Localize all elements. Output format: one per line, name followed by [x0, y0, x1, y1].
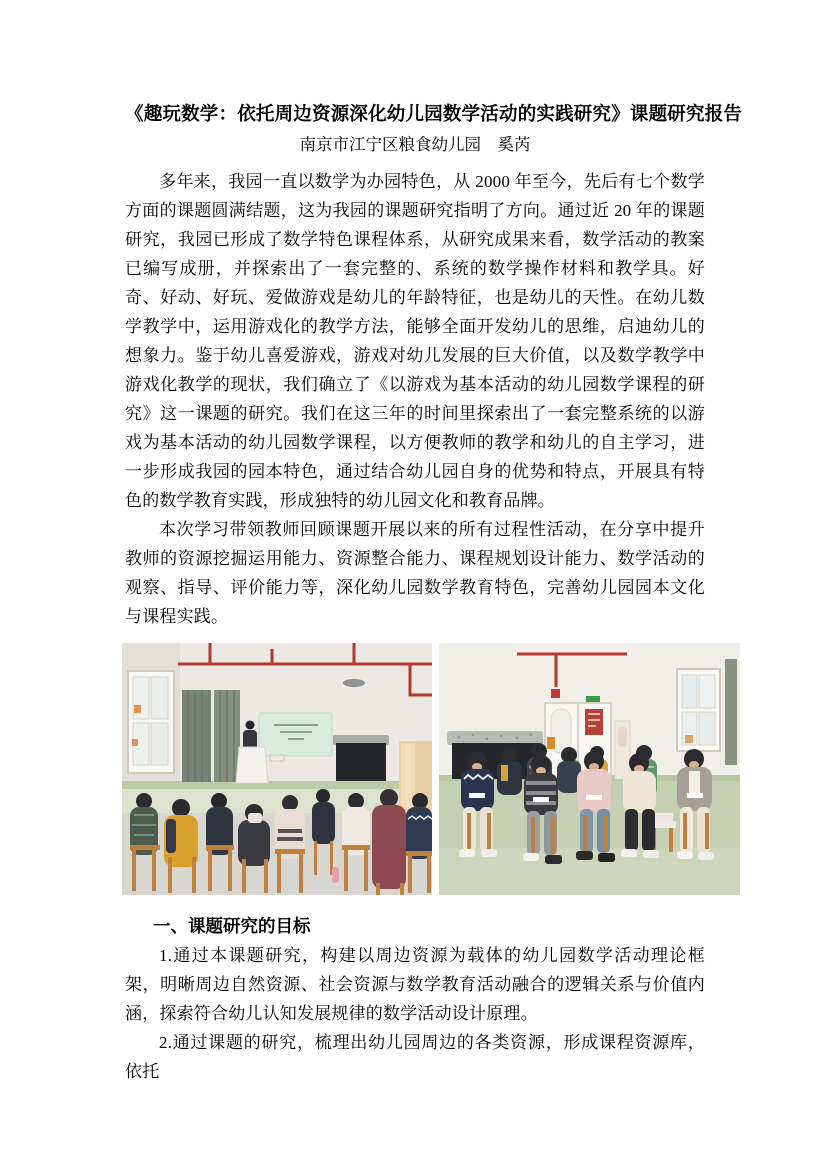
document-byline: 南京市江宁区粮食幼儿园 奚芮: [299, 135, 531, 154]
paragraph-goal-2: 2.通过课题的研究，梳理出幼儿园周边的各类资源，形成课程资源库，依托: [125, 1033, 705, 1081]
section-heading-goals: 一、课题研究的目标: [153, 916, 311, 936]
photo-left-lecture: [122, 643, 432, 895]
photo-right-illustration: [439, 643, 740, 895]
photo-right-notetaking: [439, 643, 740, 895]
document-title: 《趣玩数学：依托周边资源深化幼儿园数学活动的实践研究》课题研究报告: [125, 105, 743, 125]
document-content: [125, 100, 743, 1086]
paragraph-goal-1: 1.通过本课题研究，构建以周边资源为载体的幼儿园数学活动理论框架，明晰周边自然资源、社会资源与数学教育活动融合的逻辑关系与价值内涵，探索符合幼儿认知发展规律的数学活动设计原理。: [125, 946, 705, 1023]
photo-row: [122, 643, 740, 895]
photo-left-illustration: [122, 643, 432, 895]
paragraph-intro-2: 本次学习带领教师回顾课题开展以来的所有过程性活动，在分享中提升教师的资源挖掘运用能力、资源整合能力、课程规划设计能力、数学活动的观察、指导、评价能力等，深化幼儿园数学教育特色，完善幼儿园园本文化与课程实践。: [125, 520, 705, 626]
paragraph-intro-1: 多年来，我园一直以数学为办园特色，从 2000 年至今，先后有七个数学方面的课题圆满结题，这为我园的课题研究指明了方向。通过近 20 年的课题研究，我园已形成了数学特色课程体系，从研究成果来看，数学活动的教案已编写成册，并探索出了一套完整的、系统的数学操作材料和教学具。好奇、好动、好玩、爱做游戏是幼儿的年龄特征，也是幼儿的天性。在幼儿数学教学中，运用游戏化的教学方法，能够全面开发幼儿的思维，启迪幼儿的想象力。鉴于幼儿喜爱游戏，游戏对幼儿发展的巨大价值，以及数学教学中游戏化教学的现状，我们确立了《以游戏为基本活动的幼儿园数学课程的研究》这一课题的研究。我们在这三年的时间里探索出了一套完整系统的以游戏为基本活动的幼儿园数学课程，以方便教师的教学和幼儿的自主学习，进一步形成我园的园本特色，通过结合幼儿园自身的优势和特点，开展具有特色的数学教育实践，形成独特的幼儿园文化和教育品牌。: [125, 172, 705, 510]
